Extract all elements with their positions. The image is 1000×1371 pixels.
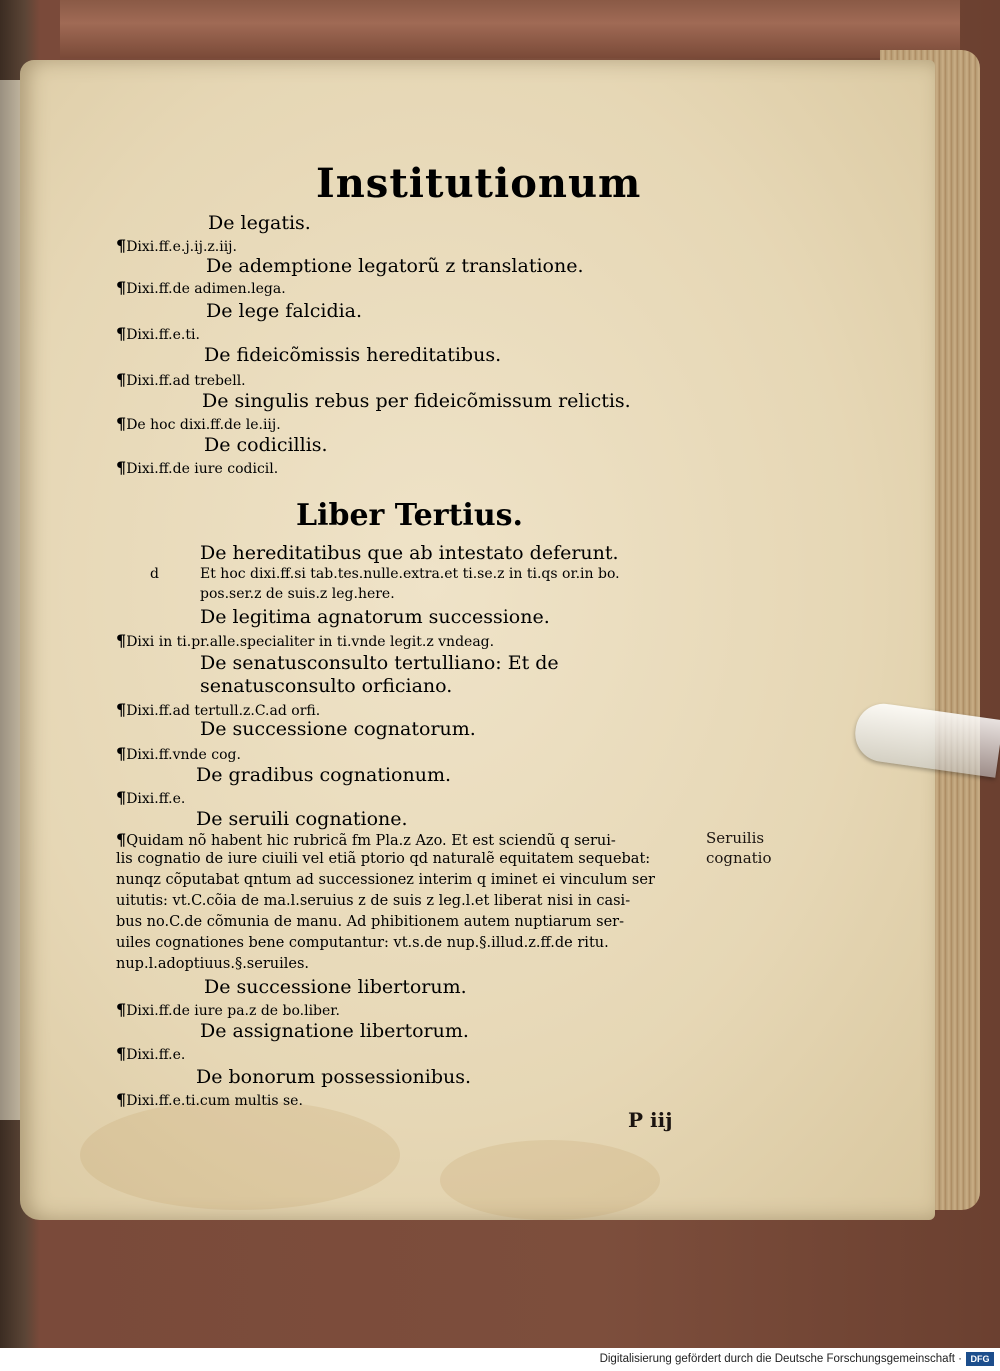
section-heading: De lege falcidia. (206, 300, 363, 322)
dfg-logo: DFG (966, 1352, 994, 1366)
book-title: Liber Tertius. (296, 498, 523, 533)
section-note: ¶Dixi.ff.vnde cog. (116, 744, 241, 763)
paragraph-line: uitutis: vt.C.cõia de ma.l.seruius z de suis z leg.l.et liberat nisi in casi- (116, 893, 631, 909)
section-heading: De seruili cognatione. (196, 808, 408, 830)
section-note: ¶Dixi.ff.de iure codicil. (116, 458, 279, 477)
signature-mark: P iij (628, 1108, 673, 1132)
section-heading: De hereditatibus que ab intestato deferunt. (200, 542, 619, 564)
section-note: ¶Dixi.ff.e.ti.cum multis se. (116, 1090, 303, 1109)
section-note: ¶Dixi.ff.e. (116, 788, 186, 807)
book-headband (60, 0, 960, 58)
footer-credit: Digitalisierung gefördert durch die Deutsche Forschungsgemeinschaft · (599, 1353, 962, 1365)
paragraph-line: ¶Quidam nõ habent hic rubricã fm Pla.z Azo. Et est sciendũ q serui- (116, 830, 616, 849)
paragraph-line: bus no.C.de cõmunia de manu. Ad phibitionem autem nuptiarum ser- (116, 914, 624, 930)
section-note: ¶Dixi.ff.e.ti. (116, 324, 200, 343)
section-heading: De assignatione libertorum. (200, 1020, 469, 1042)
margin-note-line: Seruilis (706, 829, 765, 847)
section-note: ¶Dixi.ff.e.j.ij.z.iij. (116, 236, 237, 255)
section-note: Et hoc dixi.ff.si tab.tes.nulle.extra.et ti.se.z in ti.qs or.in bo. (200, 566, 620, 582)
paragraph-line: nup.l.adoptiuus.§.seruiles. (116, 956, 310, 972)
section-note: ¶Dixi.ff.e. (116, 1044, 186, 1063)
section-heading: De bonorum possessionibus. (196, 1066, 472, 1088)
section-heading: De successione libertorum. (204, 976, 467, 998)
paragraph-line: nunqz cõputabat qntum ad successionez interim q iminet ei vinculum ser (116, 872, 655, 888)
section-note: ¶Dixi.ff.de adimen.lega. (116, 278, 286, 297)
section-note: ¶Dixi.ff.de iure pa.z de bo.liber. (116, 1000, 340, 1019)
section-heading: De fideicõmissis hereditatibus. (204, 344, 502, 366)
note-marker: d (150, 566, 159, 582)
paper-stain (80, 1100, 400, 1210)
paragraph-line: lis cognatio de iure ciuili vel etiã ptorio qd naturalẽ equitatem sequebat: (116, 851, 651, 867)
section-heading: De senatusconsulto tertulliano: Et de (200, 652, 559, 674)
margin-note-line: cognatio (706, 849, 772, 867)
paper-stain (440, 1140, 660, 1220)
section-note: ¶Dixi.ff.ad tertull.z.C.ad orfi. (116, 700, 321, 719)
section-note: ¶Dixi.ff.ad trebell. (116, 370, 246, 389)
section-heading: De legatis. (208, 212, 311, 234)
section-heading: De singulis rebus per fideicõmissum relictis. (202, 390, 631, 412)
running-title: Institutionum (316, 160, 642, 207)
section-heading: De successione cognatorum. (200, 718, 476, 740)
section-note: ¶Dixi in ti.pr.alle.specialiter in ti.vnde legit.z vndeag. (116, 631, 495, 650)
section-note: pos.ser.z de suis.z leg.here. (200, 586, 395, 602)
section-heading: De legitima agnatorum successione. (200, 606, 550, 628)
section-heading: senatusconsulto orficiano. (200, 675, 453, 697)
section-note: ¶De hoc dixi.ff.de le.iij. (116, 414, 281, 433)
section-heading: De codicillis. (204, 434, 328, 456)
footer-bar (0, 1348, 1000, 1371)
section-heading: De ademptione legatorũ z translatione. (206, 255, 584, 277)
paragraph-line: uiles cognationes bene computantur: vt.s.de nup.§.illud.z.ff.de ritu. (116, 935, 609, 951)
section-heading: De gradibus cognationum. (196, 764, 452, 786)
margin-note (706, 828, 772, 868)
